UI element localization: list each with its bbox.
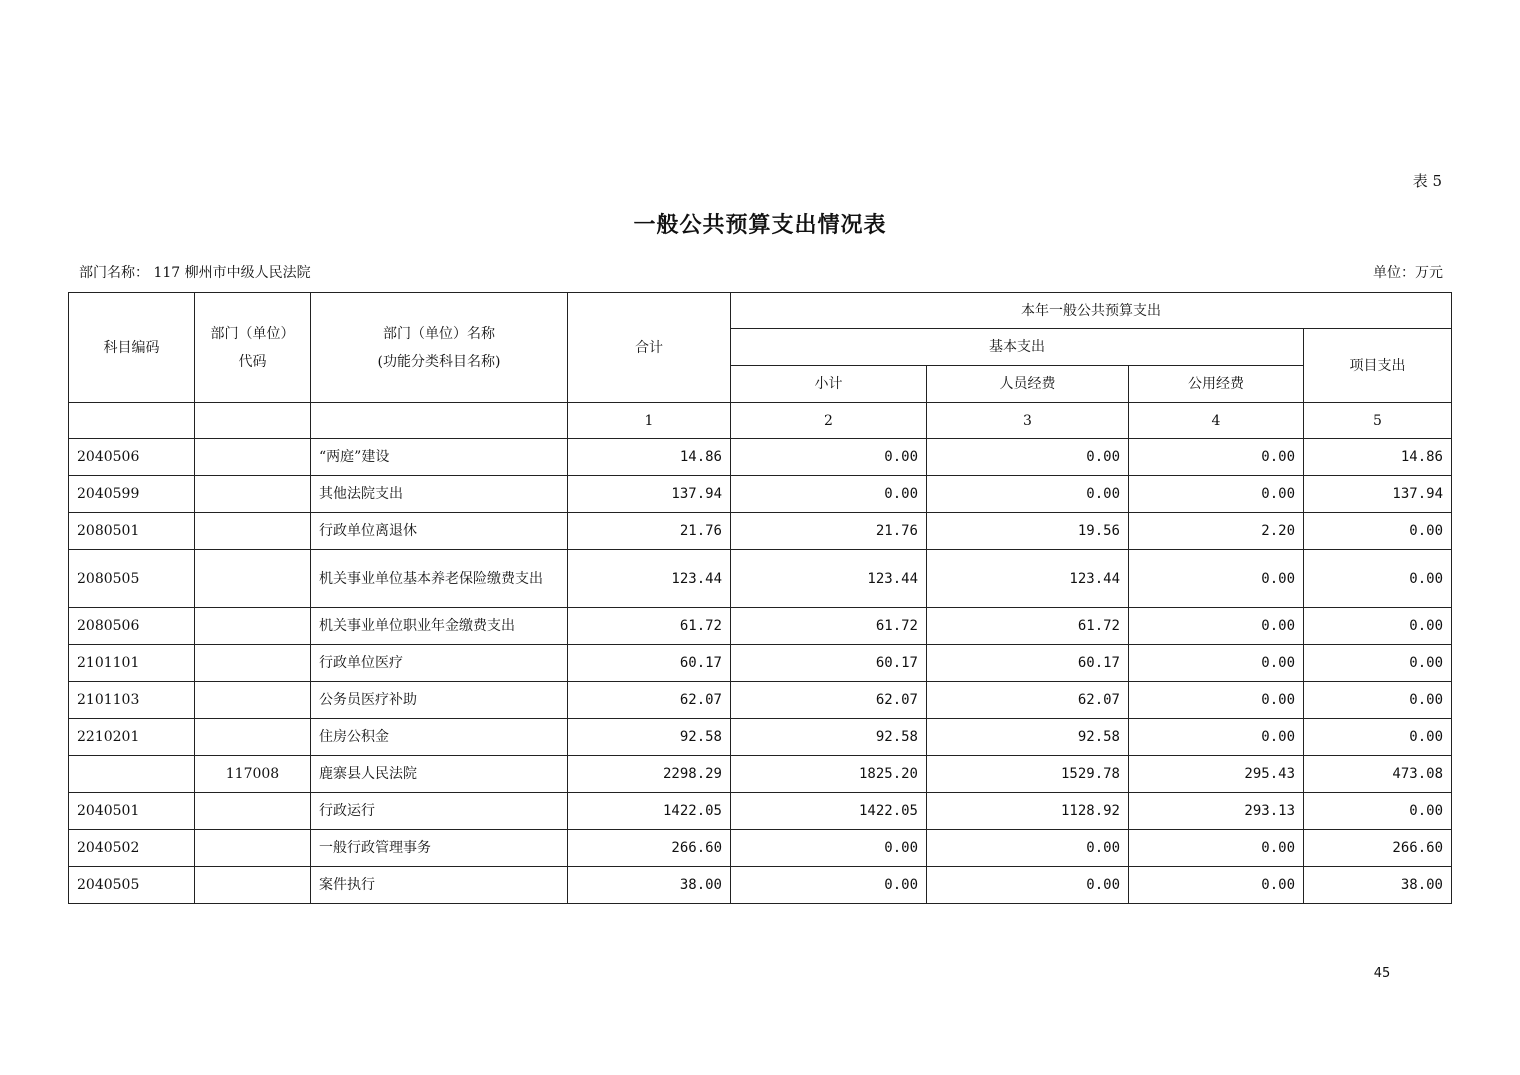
cell-project: 137.94 — [1304, 476, 1452, 513]
cell-personnel: 0.00 — [927, 439, 1129, 476]
table-row — [69, 830, 1452, 867]
page-number: 45 — [1373, 966, 1391, 981]
cell-code: 2040502 — [69, 830, 195, 867]
cell-public: 0.00 — [1129, 608, 1304, 645]
cell-subtotal: 62.07 — [731, 682, 927, 719]
cell-total: 1422.05 — [568, 793, 731, 830]
cell-personnel: 1128.92 — [927, 793, 1129, 830]
cell-name: 其他法院支出 — [311, 476, 568, 513]
cell-project: 0.00 — [1304, 550, 1452, 608]
cell-public: 0.00 — [1129, 719, 1304, 756]
header-empty-cell — [311, 403, 568, 439]
cell-code: 2101101 — [69, 645, 195, 682]
cell-subtotal: 92.58 — [731, 719, 927, 756]
cell-subtotal: 0.00 — [731, 867, 927, 904]
cell-subtotal: 61.72 — [731, 608, 927, 645]
table-row — [69, 439, 1452, 476]
header-dept-code-line2: 代码 — [238, 353, 267, 370]
cell-personnel: 92.58 — [927, 719, 1129, 756]
header-empty-cell — [69, 403, 195, 439]
table-row — [69, 550, 1452, 608]
cell-public: 0.00 — [1129, 682, 1304, 719]
cell-name: 一般行政管理事务 — [311, 830, 568, 867]
cell-code: 2080506 — [69, 608, 195, 645]
cell-name: 行政单位医疗 — [311, 645, 568, 682]
header-dept-name-line2: (功能分类科目名称) — [377, 353, 501, 370]
cell-public: 0.00 — [1129, 830, 1304, 867]
header-annual: 本年一般公共预算支出 — [731, 293, 1452, 329]
cell-public: 0.00 — [1129, 645, 1304, 682]
cell-dept-code: 117008 — [195, 756, 311, 793]
cell-code: 2040501 — [69, 793, 195, 830]
cell-total: 61.72 — [568, 608, 731, 645]
cell-project: 0.00 — [1304, 645, 1452, 682]
cell-name: “两庭”建设 — [311, 439, 568, 476]
cell-personnel: 62.07 — [927, 682, 1129, 719]
cell-dept-code — [195, 476, 311, 513]
unit-label: 单位：万元 — [1373, 265, 1443, 281]
cell-personnel: 123.44 — [927, 550, 1129, 608]
cell-dept-code — [195, 867, 311, 904]
header-basic: 基本支出 — [731, 329, 1304, 366]
cell-personnel: 61.72 — [927, 608, 1129, 645]
cell-name: 案件执行 — [311, 867, 568, 904]
cell-personnel: 19.56 — [927, 513, 1129, 550]
table-row — [69, 793, 1452, 830]
cell-personnel: 60.17 — [927, 645, 1129, 682]
cell-dept-code — [195, 793, 311, 830]
cell-name: 行政单位离退休 — [311, 513, 568, 550]
cell-name: 机关事业单位基本养老保险缴费支出 — [311, 550, 568, 608]
cell-code: 2040506 — [69, 439, 195, 476]
department-label: 部门名称： — [79, 265, 149, 281]
cell-project: 0.00 — [1304, 719, 1452, 756]
header-dept-name — [311, 293, 568, 403]
cell-total: 62.07 — [568, 682, 731, 719]
cell-project: 473.08 — [1304, 756, 1452, 793]
cell-dept-code — [195, 645, 311, 682]
cell-dept-code — [195, 682, 311, 719]
header-dept-code — [195, 293, 311, 403]
cell-subtotal: 0.00 — [731, 439, 927, 476]
department-value: 117 柳州市中级人民法院 — [153, 265, 311, 281]
header-total: 合计 — [568, 293, 731, 403]
cell-code: 2040599 — [69, 476, 195, 513]
cell-subtotal: 123.44 — [731, 550, 927, 608]
header-dept-code-line1: 部门（单位） — [210, 325, 295, 342]
header-subtotal: 小计 — [731, 366, 927, 403]
cell-code: 2080505 — [69, 550, 195, 608]
cell-name: 公务员医疗补助 — [311, 682, 568, 719]
cell-public: 2.20 — [1129, 513, 1304, 550]
table-row — [69, 513, 1452, 550]
cell-code: 2080501 — [69, 513, 195, 550]
budget-table — [68, 292, 1452, 904]
cell-personnel: 0.00 — [927, 476, 1129, 513]
cell-dept-code — [195, 439, 311, 476]
cell-project: 0.00 — [1304, 513, 1452, 550]
table-row — [69, 645, 1452, 682]
cell-project: 0.00 — [1304, 608, 1452, 645]
cell-code: 2210201 — [69, 719, 195, 756]
cell-code: 2040505 — [69, 867, 195, 904]
cell-dept-code — [195, 830, 311, 867]
cell-project: 266.60 — [1304, 830, 1452, 867]
cell-subtotal: 0.00 — [731, 830, 927, 867]
cell-total: 123.44 — [568, 550, 731, 608]
table-row — [69, 756, 1452, 793]
page-title: 一般公共预算支出情况表 — [633, 212, 887, 238]
cell-project: 14.86 — [1304, 439, 1452, 476]
cell-dept-code — [195, 608, 311, 645]
cell-total: 14.86 — [568, 439, 731, 476]
table-row — [69, 608, 1452, 645]
header-col-number: 4 — [1129, 403, 1304, 439]
cell-name: 住房公积金 — [311, 719, 568, 756]
table-row — [69, 682, 1452, 719]
cell-subtotal: 21.76 — [731, 513, 927, 550]
header-personnel: 人员经费 — [927, 366, 1129, 403]
cell-subtotal: 1422.05 — [731, 793, 927, 830]
cell-total: 38.00 — [568, 867, 731, 904]
cell-personnel: 0.00 — [927, 830, 1129, 867]
cell-personnel: 1529.78 — [927, 756, 1129, 793]
cell-code: 2101103 — [69, 682, 195, 719]
cell-total: 21.76 — [568, 513, 731, 550]
cell-dept-code — [195, 513, 311, 550]
cell-public: 0.00 — [1129, 550, 1304, 608]
cell-subtotal: 60.17 — [731, 645, 927, 682]
header-col-number: 2 — [731, 403, 927, 439]
header-subject-code: 科目编码 — [69, 293, 195, 403]
cell-public: 0.00 — [1129, 867, 1304, 904]
header-dept-name-line1: 部门（单位）名称 — [383, 325, 495, 342]
cell-total: 92.58 — [568, 719, 731, 756]
cell-public: 293.13 — [1129, 793, 1304, 830]
header-col-number: 1 — [568, 403, 731, 439]
table-number-label: 表 5 — [1412, 172, 1442, 190]
cell-dept-code — [195, 719, 311, 756]
department-line — [79, 262, 311, 282]
header-col-number: 5 — [1304, 403, 1452, 439]
table-row — [69, 719, 1452, 756]
cell-public: 295.43 — [1129, 756, 1304, 793]
cell-subtotal: 0.00 — [731, 476, 927, 513]
cell-total: 137.94 — [568, 476, 731, 513]
cell-name: 鹿寨县人民法院 — [311, 756, 568, 793]
table-row — [69, 867, 1452, 904]
header-col-number: 3 — [927, 403, 1129, 439]
cell-project: 38.00 — [1304, 867, 1452, 904]
header-public: 公用经费 — [1129, 366, 1304, 403]
cell-total: 60.17 — [568, 645, 731, 682]
cell-total: 266.60 — [568, 830, 731, 867]
header-project: 项目支出 — [1304, 329, 1452, 403]
cell-project: 0.00 — [1304, 682, 1452, 719]
table-row — [69, 476, 1452, 513]
cell-project: 0.00 — [1304, 793, 1452, 830]
cell-public: 0.00 — [1129, 439, 1304, 476]
cell-personnel: 0.00 — [927, 867, 1129, 904]
cell-total: 2298.29 — [568, 756, 731, 793]
cell-name: 机关事业单位职业年金缴费支出 — [311, 608, 568, 645]
cell-name: 行政运行 — [311, 793, 568, 830]
cell-code — [69, 756, 195, 793]
cell-subtotal: 1825.20 — [731, 756, 927, 793]
cell-dept-code — [195, 550, 311, 608]
cell-public: 0.00 — [1129, 476, 1304, 513]
header-empty-cell — [195, 403, 311, 439]
